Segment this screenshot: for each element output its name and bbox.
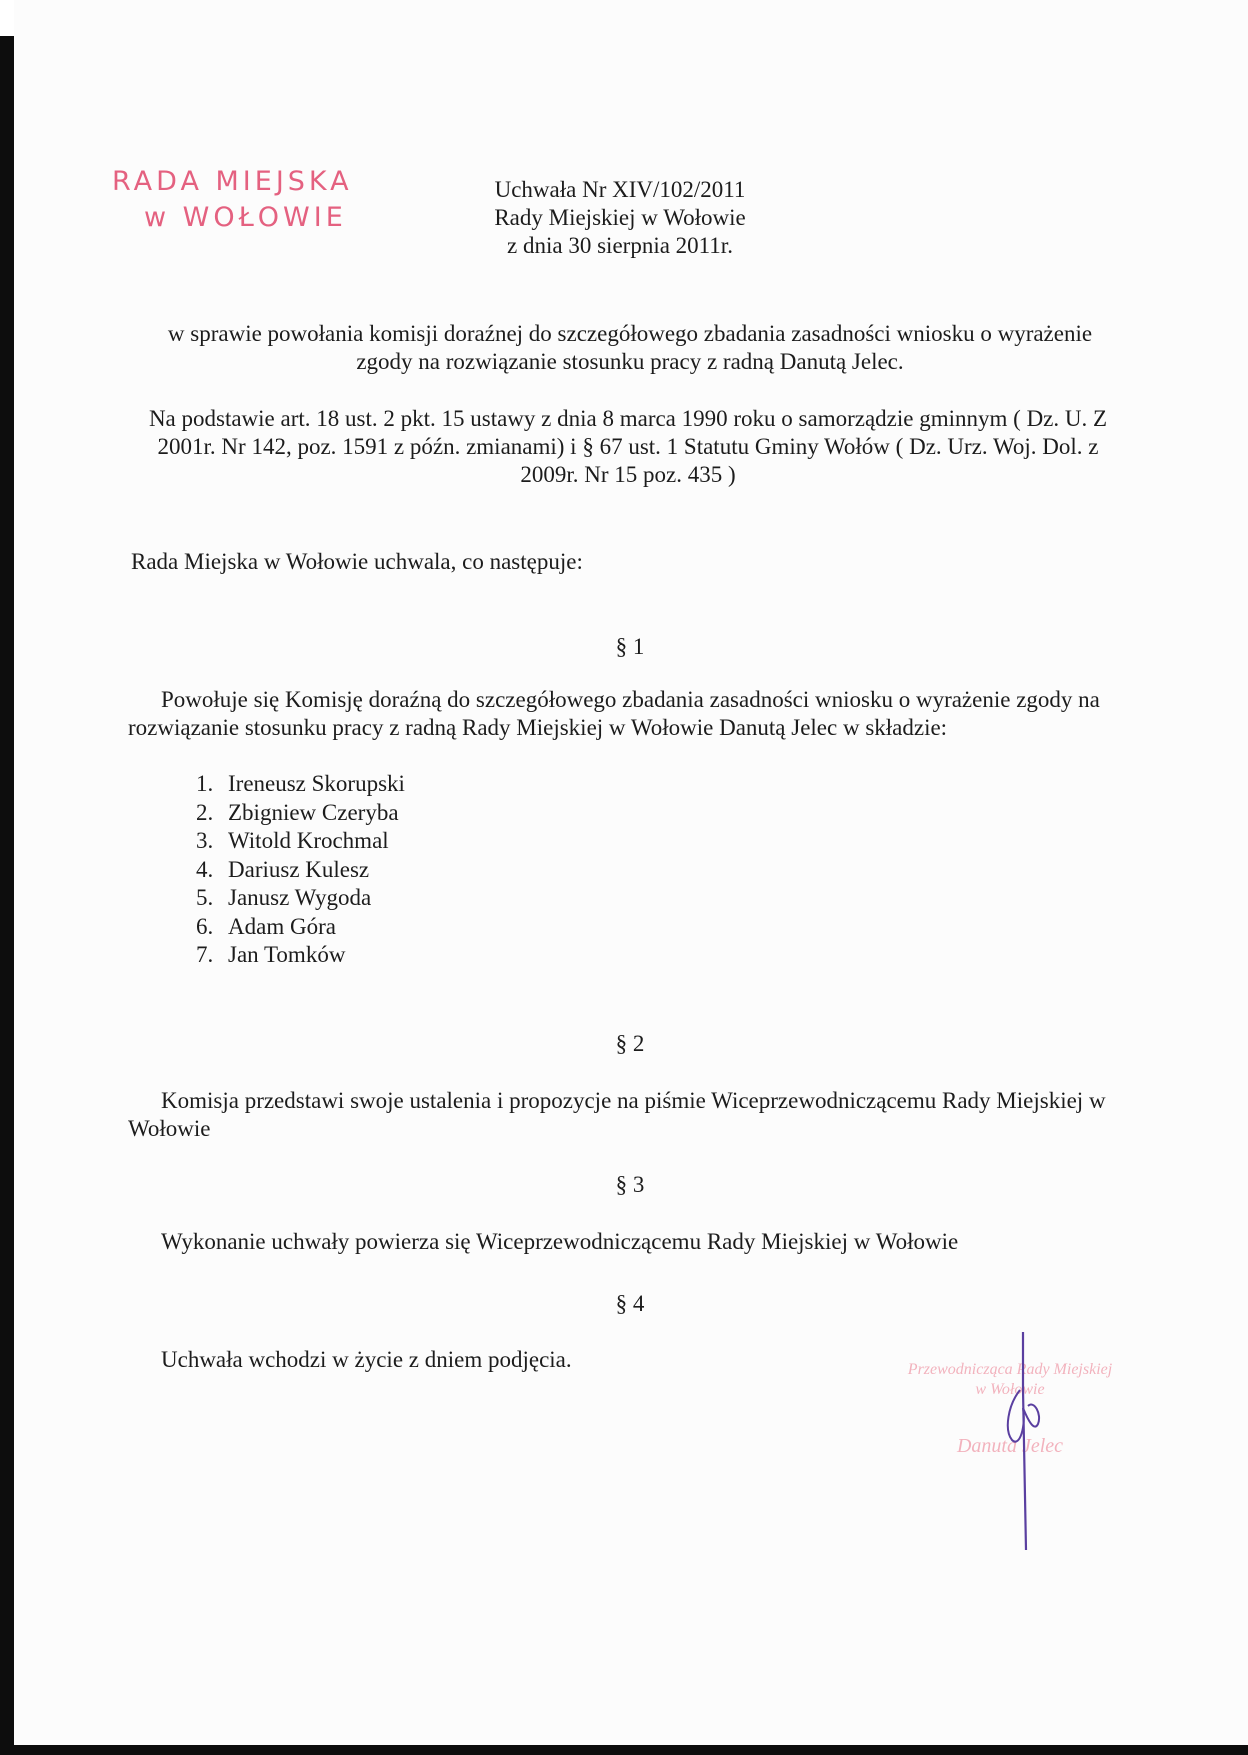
resolution-subject: w sprawie powołania komisji doraźnej do szczegółowego zbadania zasadności wniosku o wyrażenie zgody na rozwiązanie stosunku pracy z radną Danutą Jelec. [167,321,1093,374]
section-4-heading: § 4 [615,1291,645,1316]
member-name: Janusz Wygoda [228,885,372,910]
member-name: Adam Góra [228,913,336,939]
list-item-number: 1. [196,771,214,796]
resolution-header [440,176,800,260]
council-stamp [112,164,412,236]
list-item [196,856,405,885]
list-item-number: 4. [196,856,214,882]
list-item-number: 3. [196,828,214,853]
member-name: Jan Tomków [228,942,346,967]
resolution-date: z dnia 30 sierpnia 2011r. [507,233,733,258]
list-item [196,941,405,970]
list-item-number: 5. [196,885,214,910]
section-3-heading: § 3 [615,1172,645,1197]
committee-members-list [196,770,405,970]
council-stamp-line2: w WOŁOWIE [144,202,347,233]
member-name: Dariusz Kulesz [228,856,370,882]
resolution-number: Uchwała Nr XIV/102/2011 [494,177,746,202]
legal-basis: Na podstawie art. 18 ust. 2 pkt. 15 ustawy z dnia 8 marca 1990 roku o samorządzie gminnym ( Dz. U. Z 2001r. Nr 142, poz. 1591 z późn. zmianami) i § 67 ust. 1 Statutu Gminy Wołów ( Dz. Urz. Woj. Dol. z 2009r. Nr 15 poz. 435 ) [148,406,1108,487]
section-2-text: Komisja przedstawi swoje ustalenia i propozycje na piśmie Wiceprzewodniczącemu Rady Miejskiej w Wołowie [128,1088,1106,1141]
list-item-number: 7. [196,942,214,967]
list-item [196,884,405,913]
member-name: Witold Krochmal [228,828,389,853]
scan-left-border [0,36,14,1755]
member-name: Ireneusz Skorupski [228,771,405,796]
scan-bottom-border [0,1745,1248,1755]
list-item [196,827,405,856]
section-1-heading: § 1 [615,634,645,659]
chair-stamp-place: w Wołowie [975,1381,1045,1398]
list-item [196,913,405,942]
section-4-text: Uchwała wchodzi w życie z dniem podjęcia. [161,1347,572,1372]
list-item [196,799,405,828]
section-2-heading: § 2 [615,1031,645,1056]
section-3-text: Wykonanie uchwały powierza się Wiceprzewodniczącemu Rady Miejskiej w Wołowie [161,1229,959,1254]
list-item-number: 6. [196,913,214,939]
resolution-issuer: Rady Miejskiej w Wołowie [494,205,746,230]
resolves-clause: Rada Miejska w Wołowie uchwala, co następuje: [131,549,583,574]
chair-stamp-name: Danuta Jelec [956,1435,1064,1457]
section-1-text: Powołuje się Komisję doraźną do szczegółowego zbadania zasadności wniosku o wyrażenie zgody na rozwiązanie stosunku pracy z radną Rady Miejskiej w Wołowie Danutą Jelec w składzie: [128,687,1100,740]
member-name: Zbigniew Czeryba [228,799,399,825]
council-stamp-line1: RADA MIEJSKA [112,166,353,197]
list-item [196,770,405,799]
list-item-number: 2. [196,799,214,825]
chair-stamp-title: Przewodnicząca Rady Miejskiej [907,1361,1113,1378]
handwritten-signature [990,1330,1060,1550]
